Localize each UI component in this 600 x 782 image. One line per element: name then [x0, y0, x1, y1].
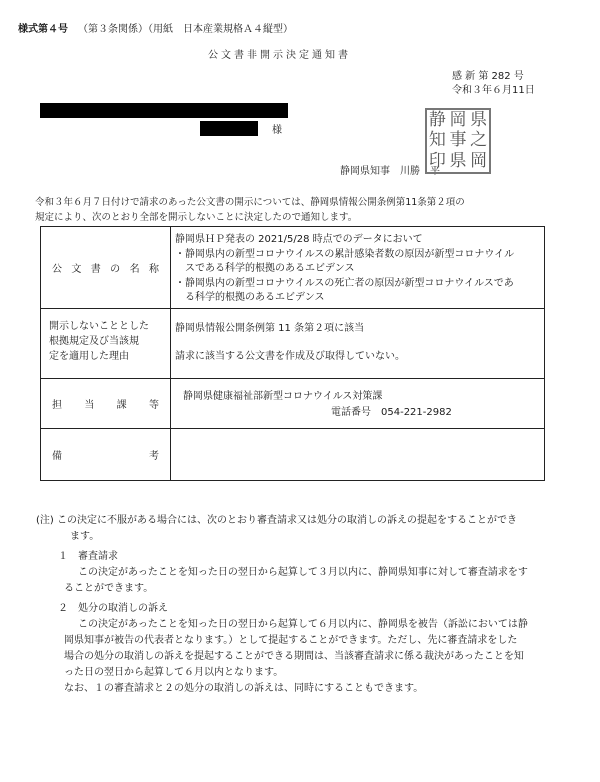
form-label: 様式第４号 — [18, 24, 68, 35]
label-char: 等 — [148, 400, 159, 411]
note-2-line: 岡県知事が被告の代表者となります。）として提起することができます。ただし、先に審査請求をした — [64, 635, 518, 646]
document-name-line: ・静岡県内の新型コロナウイルスの累計感染者数の原因が新型コロナウイル — [175, 248, 515, 260]
document-name-line: ・静岡県内の新型コロナウイルスの死亡者の原因が新型コロナウイルスであ — [175, 277, 514, 289]
label-char: 当 — [84, 400, 95, 411]
seal-char: 之 — [470, 130, 488, 151]
row-reason — [41, 309, 545, 379]
seal-char: 岡 — [449, 109, 467, 130]
note-2-title: ２ 処分の取消しの訴え — [58, 603, 168, 614]
document-name-line: る科学的根拠のあるエビデンス — [175, 292, 325, 303]
note-1-line: ることができます。 — [64, 583, 154, 594]
note-2-line: この決定があったことを知った日の翌日から起算して６月以内に、静岡県を被告（訴訟においては静 — [78, 619, 528, 630]
note-2-line: なお、１の審査請求と２の処分の取消しの訴えは、同時にすることもできます。 — [64, 683, 424, 694]
seal-char: 県 — [449, 151, 467, 172]
label-char: 担 — [52, 400, 62, 411]
intro-line-2: 規定により、次のとおり全部を開示しないことに決定したので通知します。 — [35, 212, 358, 223]
reason-clause: 静岡県情報公開条例第 11 条第２項に該当 — [175, 323, 365, 334]
seal-char: 事 — [449, 130, 467, 151]
label-char: 課 — [116, 400, 127, 411]
seal-char: 静 — [428, 109, 446, 130]
redacted-addressee-line1 — [40, 103, 288, 118]
seal-char: 岡 — [470, 151, 488, 172]
redacted-addressee-line2 — [200, 121, 258, 136]
label-document-name — [41, 227, 171, 309]
seal-char: 県 — [470, 109, 488, 130]
label-char: 名 — [129, 264, 140, 275]
form-note: （第３条関係）（用紙 日本産業規格Ａ４縦型） — [78, 24, 293, 35]
row-department — [41, 379, 545, 429]
intro-line-1: 令和３年６月７日付けで請求のあった公文書の開示については、静岡県情報公開条例第11条第２項の — [35, 197, 465, 208]
value-reason — [171, 309, 545, 379]
label-char: 考 — [149, 451, 159, 462]
label-char: 備 — [52, 451, 62, 462]
decision-table — [40, 226, 545, 481]
document-date: 令和３年６月11日 — [452, 85, 535, 96]
label-line: 開示しないこととした — [49, 321, 149, 332]
note-intro-line: ます。 — [70, 531, 100, 542]
label-line: 根拠規定及び当該規 — [49, 336, 139, 347]
note-1-title: １ 審査請求 — [58, 551, 118, 562]
value-remarks — [171, 429, 545, 481]
label-reason — [41, 309, 171, 379]
label-remarks — [41, 429, 171, 481]
document-name-line: スである科学的根拠のあるエビデンス — [175, 263, 355, 274]
label-char: 公 — [52, 264, 62, 275]
document-name-line: 静岡県ＨＰ発表の 2021/5/28 時点でのデータにおいて — [175, 234, 423, 245]
label-char: 書 — [90, 264, 101, 275]
label-char: 称 — [148, 264, 159, 275]
note-1-line: この決定があったことを知った日の翌日から起算して３月以内に、静岡県知事に対して審査請求をす — [78, 567, 528, 578]
addressee-honorific: 様 — [272, 125, 282, 136]
reason-text: 請求に該当する公文書を作成及び取得していない。 — [175, 351, 405, 362]
document-number: 感 新 第 282 号 — [452, 71, 524, 82]
value-department — [171, 379, 545, 429]
department-name: 静岡県健康福祉部新型コロナウイルス対策課 — [183, 391, 383, 402]
label-department — [41, 379, 171, 429]
official-seal-stamp — [425, 108, 491, 174]
row-remarks — [41, 429, 545, 481]
seal-char: 知 — [428, 130, 446, 151]
seal-char: 印 — [428, 151, 446, 172]
label-char: の — [110, 264, 121, 275]
value-document-name — [171, 227, 545, 309]
sender-name: 静岡県知事 川勝 平 — [340, 166, 440, 177]
note-2-line: った日の翌日から起算して６月以内となります。 — [64, 667, 284, 678]
document-title: 公文書非開示決定通知書 — [208, 50, 351, 61]
label-char: 文 — [71, 264, 82, 275]
note-intro-line: (注) この決定に不服がある場合には、次のとおり審査請求又は処分の取消しの訴えの提起をすることができ — [36, 515, 517, 526]
department-phone: 電話番号 054-221-2982 — [331, 407, 452, 418]
note-2-line: 場合の処分の取消しの訴えを提起することができる期間は、当該審査請求に係る裁決があったことを知 — [64, 651, 524, 662]
row-document-name — [41, 227, 545, 309]
label-line: 定を適用した理由 — [49, 351, 129, 362]
